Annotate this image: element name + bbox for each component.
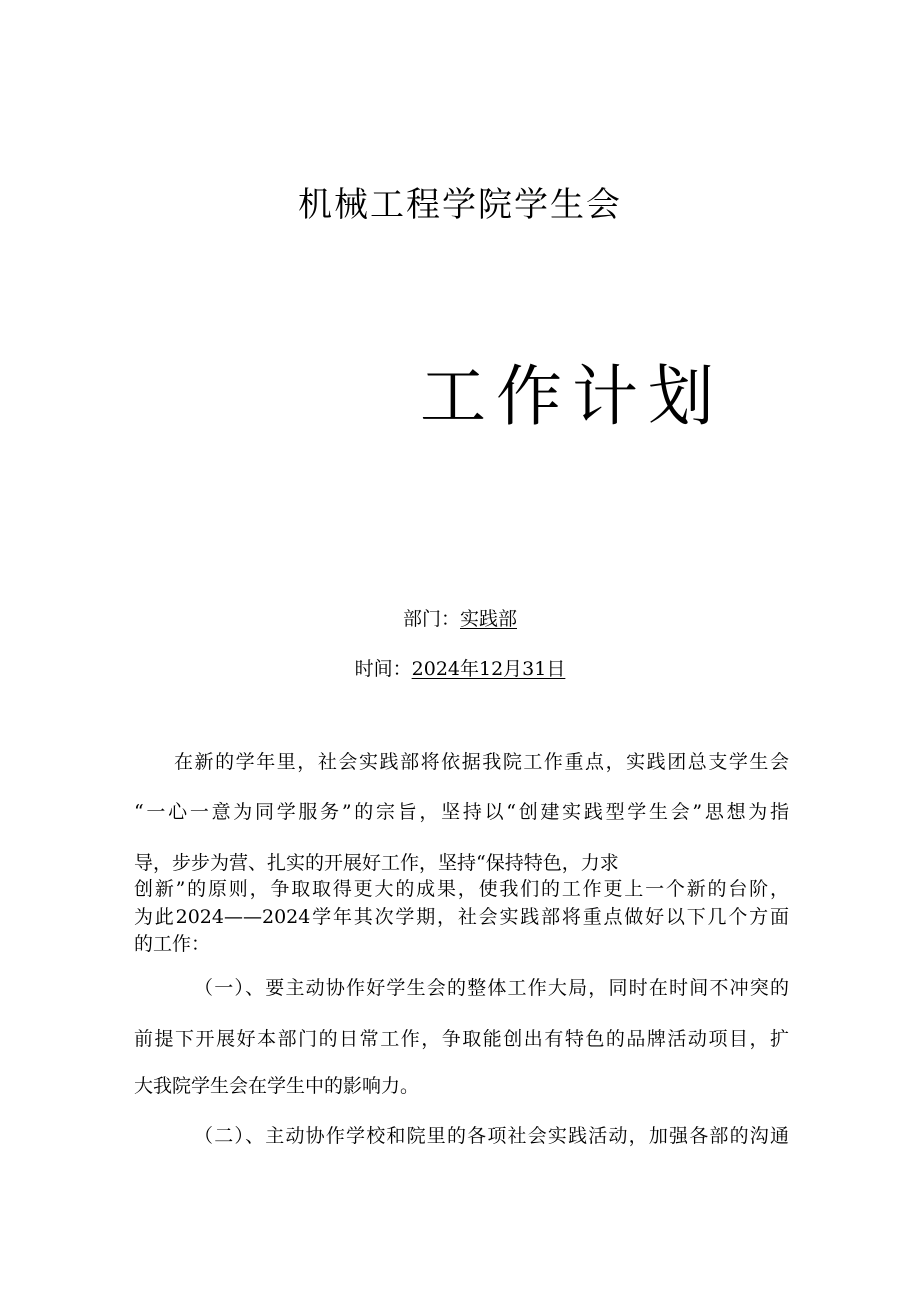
department-value: 实践部 <box>460 608 518 630</box>
body-line: 前提下开展好本部门的日常工作，争取能创出有特色的品牌活动项目，扩 <box>134 1028 789 1050</box>
body-line: 创新”的原则，争取取得更大的成果，使我们的工作更上一个新的台阶， <box>134 878 789 900</box>
date-label: 时间： <box>354 658 412 680</box>
body-line: （二）、主动协作学校和院里的各项社会实践活动，加强各部的沟通 <box>194 1125 789 1147</box>
organization-title: 机械工程学院学生会 <box>298 185 622 225</box>
department-line <box>0 604 920 634</box>
document-title: 工作计划 <box>420 358 724 435</box>
body-line: 的工作： <box>134 933 211 955</box>
body-line: （一）、要主动协作好学生会的整体工作大局，同时在时间不冲突的 <box>194 977 789 999</box>
body-line: 在新的学年里，社会实践部将依据我院工作重点，实践团总支学生会 <box>174 751 789 773</box>
body-line: “一心一意为同学服务”的宗旨，坚持以“创建实践型学生会”思想为指 <box>134 801 789 823</box>
body-line: 导，步步为营、扎实的开展好工作，坚持“保持特色，力求 <box>134 852 619 874</box>
body-line: 为此2024——2024学年其次学期，社会实践部将重点做好以下几个方面 <box>134 906 789 928</box>
date-value: 2024年12月31日 <box>411 658 566 680</box>
department-label: 部门： <box>402 608 460 630</box>
date-line <box>0 654 920 684</box>
body-line: 大我院学生会在学生中的影响力。 <box>134 1075 420 1097</box>
